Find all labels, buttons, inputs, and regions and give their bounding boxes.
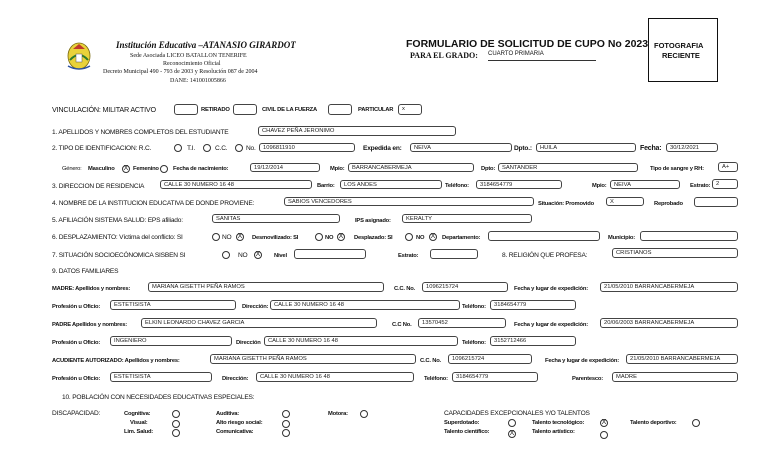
father-tel-label: Teléfono: <box>462 340 486 346</box>
deportivo-label: Talento deportivo: <box>630 420 677 426</box>
desplazado-label: Desplazado: SI <box>354 235 393 241</box>
barrio-label: Barrio: <box>317 183 335 189</box>
father-cc-field[interactable]: 13570452 <box>418 318 506 328</box>
sisben-estrato-label: Estrato: <box>398 253 419 259</box>
expedida-field[interactable]: NEIVA <box>410 143 512 152</box>
rh-label: Tipo de sangre y RH: <box>650 166 704 172</box>
mother-exp-label: Fecha y lugar de expedición: <box>514 286 588 292</box>
cc-radio[interactable] <box>235 144 243 152</box>
res-mpio-field[interactable]: NEIVA <box>610 180 680 189</box>
mother-cc-field[interactable]: 1096215724 <box>422 282 508 292</box>
departamento-label: Departamento: <box>442 235 481 241</box>
address-field[interactable]: CALLE 30 NUMERO 16 48 <box>160 180 312 189</box>
visual-radio[interactable] <box>172 420 180 428</box>
phone-field[interactable]: 3184654779 <box>476 180 562 189</box>
mother-prof-label: Profesión u Oficio: <box>52 304 101 310</box>
father-exp-label: Fecha y lugar de expedición: <box>514 322 588 328</box>
id-number-label: No. <box>246 145 256 152</box>
disability-label: DISCAPACIDAD: <box>52 410 101 417</box>
guardian-tel-label: Teléfono: <box>424 376 448 382</box>
birth-mpio-label: Mpio: <box>330 166 345 172</box>
dpto-field[interactable]: HUILA <box>536 143 636 152</box>
artistico-label: Talento artístico: <box>532 429 575 435</box>
guardian-name-field[interactable]: MARIANA GISETTH PEÑA RAMOS <box>210 354 416 364</box>
altoriesgo-radio[interactable] <box>282 420 290 428</box>
municipio-field[interactable] <box>640 231 738 241</box>
mother-dir-field[interactable]: CALLE 30 NUMERO 16 48 <box>270 300 460 310</box>
guardian-prof-label: Profesión u Oficio: <box>52 376 101 382</box>
grade-label: PARA EL GRADO: <box>410 51 478 60</box>
prev-school-label: 4. NOMBRE DE LA INSTITUCION EDUCATIVA DE DONDE PROVIENE: <box>52 200 255 207</box>
nivel-label: Nivel <box>274 253 287 259</box>
sisben-no-radio[interactable]: X <box>255 251 261 258</box>
ti-label: T.I. <box>187 145 195 152</box>
civil-label: CIVIL DE LA FUERZA <box>262 107 318 113</box>
birthdate-field[interactable]: 19/12/2014 <box>250 163 320 172</box>
nivel-field[interactable] <box>294 249 366 259</box>
victim-no-label: NO <box>222 234 232 241</box>
mother-cc-label: C.C. No. <box>394 286 415 292</box>
guardian-exp-label: Fecha y lugar de expedición: <box>545 358 619 364</box>
eps-label: 5. AFILIACIÓN SISTEMA SALUD: EPS afiliado: <box>52 217 183 224</box>
father-tel-field[interactable]: 3152712466 <box>490 336 576 346</box>
eps-field[interactable]: SANITAS <box>212 214 340 223</box>
mother-exp-field[interactable]: 21/05/2010 BARRANCABERMEJA <box>600 282 738 292</box>
guardian-label: ACUDIENTE AUTORIZADO: Apellidos y nombres: <box>52 358 180 364</box>
expedida-label: Expedida en: <box>363 145 402 152</box>
promovido-box[interactable]: X <box>606 197 644 206</box>
student-name-field[interactable]: CHAVEZ PEÑA JERONIMO <box>258 126 456 136</box>
father-prof-label: Profesión u Oficio: <box>52 340 101 346</box>
genero-label: Género: <box>62 166 82 172</box>
guardian-dir-label: Dirección: <box>222 376 249 382</box>
retirado-box[interactable] <box>233 104 257 115</box>
guardian-prof-field[interactable]: ESTETISISTA <box>110 372 212 382</box>
retirado-label: RETIRADO <box>201 107 230 113</box>
header-line3: Decreto Municipal 490 - 793 de 2003 y Resolución 087 de 2004 <box>103 69 258 75</box>
grade-value[interactable]: CUARTO PRIMARIA <box>488 51 596 61</box>
religion-label: 8. RELIGIÓN QUE PROFESA: <box>502 252 588 259</box>
father-prof-field[interactable]: INGENIERO <box>110 336 232 346</box>
guardian-cc-field[interactable]: 1096215724 <box>448 354 532 364</box>
guardian-tel-field[interactable]: 3184654779 <box>452 372 538 382</box>
socioeconomic-label: 7. SITUACIÓN SOCIOECÓNOMICA SISBEN SI <box>52 252 186 259</box>
father-name-field[interactable]: ELKIN LEONARDO CHAVEZ GARCIA <box>141 318 377 328</box>
desmovilizado-label: Desmovilizado: SI <box>252 235 299 241</box>
special-needs-label: 10. POBLACIÓN CON NECESIDADES EDUCATIVAS ESPECIALES: <box>62 394 255 401</box>
res-mpio-label: Mpio: <box>592 183 607 189</box>
victim-si-radio[interactable] <box>212 233 220 241</box>
displacement-label: 6. DESPLAZAMIENTO: Víctima del conflicto: SI <box>52 234 183 241</box>
sisben-si-radio[interactable] <box>222 251 230 259</box>
cc-label: C.C. <box>215 145 228 152</box>
ips-field[interactable]: KERALTY <box>402 214 532 223</box>
id-type-label: 2. TIPO DE IDENTIFICACION: R.C. <box>52 145 152 152</box>
guardian-exp-field[interactable]: 21/05/2010 BARRANCABERMEJA <box>626 354 738 364</box>
rh-field[interactable]: A+ <box>718 162 738 172</box>
father-dir-label: Dirección <box>236 340 261 346</box>
school-logo <box>64 40 94 72</box>
family-label: 9. DATOS FAMILIARES <box>52 268 119 275</box>
limsalud-label: Lim. Salud: <box>124 429 154 435</box>
fecha-label: Fecha: <box>640 145 662 152</box>
form-title: FORMULARIO DE SOLICITUD DE CUPO No 2023 <box>406 38 649 50</box>
tecnologico-radio[interactable]: X <box>601 419 607 426</box>
barrio-value-field[interactable]: LOS ANDES <box>340 180 442 189</box>
sisben-estrato-field[interactable] <box>430 249 478 259</box>
desmov-no-radio[interactable]: X <box>338 233 344 240</box>
femenino-radio[interactable] <box>160 165 168 173</box>
rc-radio[interactable] <box>174 144 182 152</box>
ips-label: IPS asignado: <box>355 218 391 224</box>
masculino-label: Masculino <box>88 166 115 172</box>
auditiva-label: Auditiva: <box>216 411 239 417</box>
guardian-cc-label: C.C. No. <box>420 358 441 364</box>
altoriesgo-label: Alto riesgo social: <box>216 420 263 426</box>
mother-prof-field[interactable]: ESTETISISTA <box>110 300 236 310</box>
mother-tel-label: Teléfono: <box>462 304 486 310</box>
tecnologico-label: Talento tecnológico: <box>532 420 585 426</box>
cientifico-label: Talento científico: <box>444 429 490 435</box>
header-line4: DANE: 141001005866 <box>170 78 226 84</box>
desplazado-no-radio[interactable]: X <box>430 233 436 240</box>
phone-label: Teléfono: <box>445 183 469 189</box>
photo-box <box>648 18 718 82</box>
particular-box[interactable]: x <box>398 104 422 115</box>
ti-radio[interactable] <box>203 144 211 152</box>
prev-school-field[interactable]: SABIOS VENCEDORES <box>284 197 534 206</box>
birth-mpio-field[interactable]: BARRANCABERMEJA <box>348 163 474 172</box>
address-label: 3. DIRECCION DE RESIDENCIA <box>52 183 145 190</box>
linkage-label: VINCULACIÓN: MILITAR ACTIVO <box>52 105 156 114</box>
situacion-label: Situación: Promovido <box>538 201 594 207</box>
header-line1: Sede Asociada LICEO BATALLON TENERIFE <box>130 53 247 59</box>
superdotado-radio[interactable] <box>508 419 516 427</box>
mother-tel-field[interactable]: 3184654779 <box>490 300 576 310</box>
auditiva-radio[interactable] <box>282 410 290 418</box>
father-label: PADRE Apellidos y nombres: <box>52 322 128 328</box>
militar-activo-box[interactable] <box>174 104 198 115</box>
motora-label: Motora: <box>328 411 348 417</box>
cognitiva-radio[interactable] <box>172 410 180 418</box>
reprobado-box[interactable] <box>694 197 738 207</box>
estrato-label: Estrato: <box>690 183 711 189</box>
student-name-label: 1. APELLIDOS Y NOMBRES COMPLETOS DEL ESTUDIANTE <box>52 129 229 136</box>
victim-no-radio[interactable]: X <box>237 233 243 240</box>
mother-name-field[interactable]: MARIANA GISETTH PEÑA RAMOS <box>148 282 384 292</box>
mother-dir-label: Dirección: <box>242 304 269 310</box>
femenino-label: Femenino <box>133 166 159 172</box>
father-exp-field[interactable]: 20/06/2003 BARRANCABERMEJA <box>600 318 738 328</box>
dpto-label: Dpto.: <box>514 145 532 152</box>
guardian-dir-field[interactable]: CALLE 30 NUMERO 16 48 <box>256 372 414 382</box>
cognitiva-label: Cognitiva: <box>124 411 151 417</box>
masculino-radio[interactable]: X <box>123 165 129 172</box>
municipio-label: Municipio: <box>608 235 635 241</box>
fecha-field[interactable]: 30/12/2021 <box>666 143 718 152</box>
desplazado-si-radio[interactable] <box>405 233 413 241</box>
desplazado-no-label: NO <box>416 235 425 241</box>
motora-radio[interactable] <box>360 410 368 418</box>
capacidades-label: CAPACIDADES EXCEPCIONALES Y/O TALENTOS <box>444 410 590 417</box>
comunicativa-label: Comunicativa: <box>216 429 254 435</box>
reprobado-label: Reprobado <box>654 201 683 207</box>
photo-label-2: RECIENTE <box>662 51 700 60</box>
photo-label-1: FOTOGRAFIA <box>654 41 704 50</box>
particular-label: PARTICULAR <box>358 107 394 113</box>
deportivo-radio[interactable] <box>692 419 700 427</box>
sisben-no-label: NO <box>238 252 248 259</box>
birth-dpto-field[interactable]: SANTANDER <box>498 163 638 172</box>
father-dir-field[interactable]: CALLE 30 NUMERO 16 48 <box>264 336 458 346</box>
comunicativa-radio[interactable] <box>282 429 290 437</box>
departamento-field[interactable] <box>488 231 600 241</box>
id-number-field[interactable]: 1096811910 <box>259 143 355 152</box>
limsalud-radio[interactable] <box>172 429 180 437</box>
birth-dpto-label: Dpto: <box>481 166 496 172</box>
religion-field[interactable]: CRISTIANOS <box>612 248 738 258</box>
father-cc-label: C.C No. <box>392 322 412 328</box>
mother-label: MADRE: Apellidos y nombres: <box>52 286 131 292</box>
civil-box[interactable] <box>328 104 352 115</box>
institution-name: Institución Educativa –ATANASIO GIRARDOT <box>116 40 296 50</box>
visual-label: Visual: <box>130 420 148 426</box>
artistico-radio[interactable] <box>600 431 608 439</box>
guardian-parentesco-label: Parentesco: <box>572 376 603 382</box>
desmov-si-radio[interactable] <box>315 233 323 241</box>
header-line2: Reconocimiento Oficial <box>163 61 221 67</box>
superdotado-label: Superdotado: <box>444 420 480 426</box>
cientifico-radio[interactable]: X <box>509 430 515 437</box>
desmov-no-label: NO <box>325 235 334 241</box>
guardian-parentesco-field[interactable]: MADRE <box>612 372 738 382</box>
birthdate-label: Fecha de nacimiento: <box>173 166 229 172</box>
estrato-field[interactable]: 2 <box>712 179 738 189</box>
